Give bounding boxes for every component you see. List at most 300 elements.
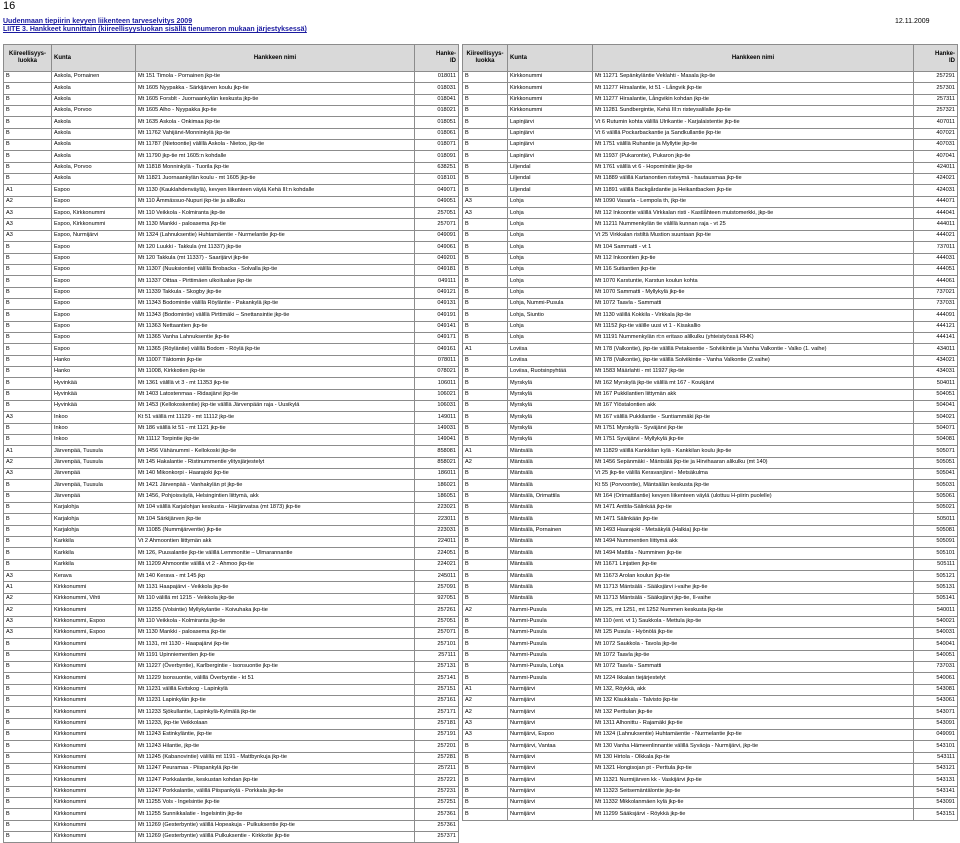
project-name-cell: Mt 112 Inkoontie välillä Virkkalan risti - Kastlåhteen muistomerkki, jkp-tie	[593, 208, 914, 219]
urgency-class-cell: B	[463, 378, 508, 389]
table-row	[4, 571, 459, 582]
project-id-cell: 257131	[415, 661, 459, 672]
project-name-cell: Mt 167 Pukkilantien liittymän akk	[593, 389, 914, 400]
urgency-class-cell: B	[4, 321, 52, 332]
project-id-cell: 407031	[914, 140, 958, 151]
municipality-cell: Mäntsälä, Pornainen	[508, 525, 593, 536]
municipality-cell: Lapinjärvi	[508, 128, 593, 139]
table-row	[4, 162, 459, 173]
urgency-class-cell: A3	[4, 627, 52, 638]
urgency-class-cell: B	[463, 242, 508, 253]
project-name-cell: Mt 11343 Bodomintie välillä Röyläntie - Pakankylä jkp-tie	[136, 298, 415, 309]
municipality-cell: Karkkila	[52, 548, 136, 559]
project-id-cell: 149011	[415, 412, 459, 423]
municipality-cell: Kirkkonummi	[52, 798, 136, 809]
urgency-class-cell: B	[4, 94, 52, 105]
project-name-cell: Mt 1493 Haarajoki - Metsäkylä (Halkia) jkp-tie	[593, 525, 914, 536]
project-id-cell: 018041	[415, 94, 459, 105]
urgency-class-cell: B	[4, 763, 52, 774]
municipality-cell: Mäntsälä	[508, 559, 593, 570]
municipality-cell: Askola	[52, 174, 136, 185]
table-row	[4, 298, 459, 309]
urgency-class-cell: B	[463, 435, 508, 446]
project-name-cell: Mt 11255 (Volsintie) Myllykylantie - Koivuhaka jkp-tie	[136, 605, 415, 616]
table-row	[4, 321, 459, 332]
project-name-cell: Vt 25 Virkkalan ristiltä Mustion suuntaan jkp-tie	[593, 230, 914, 241]
project-id-cell: 049161	[415, 344, 459, 355]
project-id-cell: 257311	[914, 94, 958, 105]
project-name-cell: Mt 11231 välillä Evitskog - Lapinkylä	[136, 684, 415, 695]
project-id-cell: 049171	[415, 332, 459, 343]
table-row	[463, 446, 958, 457]
project-name-cell: Mt 110 välillä mt 1215 - Veikkola jkp-tie	[136, 593, 415, 604]
project-id-cell: 444031	[914, 253, 958, 264]
project-name-cell: Mt 11271 Sepänkyläntie Veklahti - Masala jkp-tie	[593, 72, 914, 83]
project-id-cell: 505081	[914, 525, 958, 536]
urgency-class-cell: B	[4, 661, 52, 672]
municipality-cell: Hanko	[52, 366, 136, 377]
table-row	[4, 627, 459, 638]
project-id-cell: 049091	[914, 729, 958, 740]
project-name-cell: Mt 1583 Määrlahti - mt 11927 jkp-tie	[593, 366, 914, 377]
urgency-class-cell: A1	[4, 446, 52, 457]
municipality-cell: Espoo	[52, 242, 136, 253]
table-row	[463, 775, 958, 786]
municipality-cell: Kirkkonummi	[52, 582, 136, 593]
urgency-class-cell: A2	[463, 457, 508, 468]
urgency-class-cell: B	[4, 741, 52, 752]
municipality-cell: Lapinjärvi	[508, 117, 593, 128]
table-row	[463, 276, 958, 287]
table-row	[463, 809, 958, 820]
urgency-class-cell: B	[4, 276, 52, 287]
table-row	[4, 287, 459, 298]
project-name-cell: Mt 11227 (Överbyntie), Karlbergintie - Isonsuontie jkp-tie	[136, 661, 415, 672]
table-row	[463, 196, 958, 207]
project-name-cell: Mt 11007 Täktomin jkp-tie	[136, 355, 415, 366]
project-id-cell: 223031	[415, 525, 459, 536]
project-name-cell: Vt 6 Rutumin kohta välillä Ulrikantie - Karjalaistentie jkp-tie	[593, 117, 914, 128]
municipality-cell: Nurmijärvi	[508, 786, 593, 797]
table-row	[4, 117, 459, 128]
urgency-class-cell: B	[4, 389, 52, 400]
project-name-cell: Mt 104 Särkijärven jkp-tie	[136, 514, 415, 525]
urgency-class-cell: B	[463, 559, 508, 570]
urgency-class-cell: B	[463, 253, 508, 264]
project-name-cell: Mt 11211 Nummenkylän tie välillä kunnan raja - vt 25	[593, 219, 914, 230]
urgency-class-cell: A3	[4, 571, 52, 582]
table-header-row	[4, 45, 459, 72]
page-number: 16	[3, 0, 16, 12]
table-row	[463, 559, 958, 570]
table-row	[463, 310, 958, 321]
municipality-cell: Nummi-Pusula	[508, 605, 593, 616]
document-subtitle: LIITE 3. Hankkeet kunnittain (kiireellisyysluokan sisällä tienumeron mukaan järjestyksessä)	[3, 26, 307, 33]
project-id-cell: 049121	[415, 287, 459, 298]
project-id-cell: 257201	[415, 741, 459, 752]
urgency-class-cell: B	[4, 695, 52, 706]
project-id-cell: 444021	[914, 230, 958, 241]
urgency-class-cell: B	[463, 809, 508, 820]
project-name-cell: Mt 1072 Taavla - Sammatti	[593, 661, 914, 672]
urgency-class-cell: B	[463, 83, 508, 94]
municipality-cell: Nummi-Pusula	[508, 616, 593, 627]
project-id-cell: 540061	[914, 673, 958, 684]
project-name-cell: Mt 126, Puusalantie jkp-tie välillä Lemmonitie – Ulmarannantie	[136, 548, 415, 559]
urgency-class-cell: B	[463, 491, 508, 502]
project-name-cell: Mt 1072 Taavla jkp-tie	[593, 650, 914, 661]
municipality-cell: Lohja	[508, 242, 593, 253]
urgency-class-cell: B	[4, 503, 52, 514]
urgency-class-cell: B	[4, 548, 52, 559]
urgency-class-cell: B	[4, 287, 52, 298]
municipality-cell: Kirkkonummi, Vihti	[52, 593, 136, 604]
table-row	[4, 344, 459, 355]
urgency-class-cell: B	[463, 355, 508, 366]
table-row	[463, 593, 958, 604]
project-id-cell: 257251	[415, 798, 459, 809]
municipality-cell: Kirkkonummi	[52, 673, 136, 684]
municipality-cell: Lohja, Siuntio	[508, 310, 593, 321]
municipality-cell: Loviisa, Ruotsinpyhtää	[508, 366, 593, 377]
project-name-cell: Mt 11891 välillä Backgårdantie ja Heikantbacken jkp-tie	[593, 185, 914, 196]
urgency-class-cell: B	[463, 264, 508, 275]
project-id-cell: 224011	[415, 537, 459, 548]
project-name-cell: Mt 1131 Haapajärvi - Veikkola jkp-tie	[136, 582, 415, 593]
municipality-cell: Myrskylä	[508, 423, 593, 434]
municipality-cell: Askola, Porvoo	[52, 162, 136, 173]
municipality-cell: Kirkkonummi, Espoo	[52, 616, 136, 627]
project-id-cell: 018051	[415, 117, 459, 128]
project-name-cell: Mt 11247 Porkkalantie, keskustan kohdan jkp-tie	[136, 775, 415, 786]
project-id-cell: 049181	[415, 264, 459, 275]
project-id-cell: 927051	[415, 593, 459, 604]
municipality-cell: Askola	[52, 140, 136, 151]
municipality-cell: Lapinjärvi	[508, 151, 593, 162]
table-row	[463, 616, 958, 627]
municipality-cell: Kirkkonummi	[52, 707, 136, 718]
urgency-class-cell: B	[4, 650, 52, 661]
project-name-cell: Mt 1635 Askola - Onkimaa jkp-tie	[136, 117, 415, 128]
table-row	[4, 140, 459, 151]
table-row	[4, 695, 459, 706]
municipality-cell: Lohja	[508, 253, 593, 264]
municipality-cell: Kirkkonummi	[52, 650, 136, 661]
project-name-cell: Mt 11281 Sundbergintie, Kehä III:n risteysalilalle jkp-tie	[593, 106, 914, 117]
project-id-cell: 434031	[914, 366, 958, 377]
project-id-cell: 737021	[914, 287, 958, 298]
project-name-cell: Mt 11299 Sääksjärvi - Röykkä jkp-tie	[593, 809, 914, 820]
project-name-cell: Mt 11671 Linjatien jkp-tie	[593, 559, 914, 570]
municipality-cell: Nurmijärvi	[508, 798, 593, 809]
project-name-cell: Mt 1456, Pohjoisväylä, Helsingintien liittymä, akk	[136, 491, 415, 502]
table-row	[4, 616, 459, 627]
table-row	[4, 230, 459, 241]
project-name-cell: Mt 1324 (Lahnuksentie) Huhtamäentie - Nurmelantie jkp-tie	[593, 729, 914, 740]
municipality-cell: Nummi-Pusula	[508, 650, 593, 661]
project-id-cell: 224021	[415, 559, 459, 570]
table-row	[4, 469, 459, 480]
municipality-cell: Nurmijärvi	[508, 763, 593, 774]
header-project-id: Hanke- ID	[415, 45, 459, 72]
table-row	[4, 503, 459, 514]
table-row	[4, 480, 459, 491]
project-name-cell: Mt 11323 Seitsemäntälontie jkp-tie	[593, 786, 914, 797]
project-id-cell: 543141	[914, 786, 958, 797]
municipality-cell: Nummi-Pusula	[508, 639, 593, 650]
municipality-cell: Hyvinkää	[52, 378, 136, 389]
project-id-cell: 149041	[415, 435, 459, 446]
urgency-class-cell: B	[463, 798, 508, 809]
project-name-cell: Mt 11191 Nummenkylän rt:n eritaso alilkulku (yhteistyössä RHK)	[593, 332, 914, 343]
urgency-class-cell: B	[4, 140, 52, 151]
municipality-cell: Espoo	[52, 332, 136, 343]
project-name-cell: Mt 162 Myrskylä jkp-tie välillä mt 167 - Koukjärvi	[593, 378, 914, 389]
project-name-cell: Mt 120 Takkula (mt 11337) - Saarijärvi jkp-tie	[136, 253, 415, 264]
project-id-cell: 049201	[415, 253, 459, 264]
municipality-cell: Mäntsälä	[508, 480, 593, 491]
project-id-cell: 018021	[415, 106, 459, 117]
project-name-cell: Mt 11233 Sjökullantie, Lapinkylä-Kylmälä jkp-tie	[136, 707, 415, 718]
table-row	[463, 695, 958, 706]
urgency-class-cell: B	[463, 298, 508, 309]
project-name-cell: Mt 178 (Valkontie), jkp-tie välillä Petaksentie - Solviikintie ja Vanha Valkontie - Valko (1. vaihe)	[593, 344, 914, 355]
project-id-cell: 257361	[415, 809, 459, 820]
urgency-class-cell: B	[463, 627, 508, 638]
municipality-cell: Järvenpää, Tuusula	[52, 457, 136, 468]
table-row	[463, 140, 958, 151]
project-name-cell: Mt 11008, Kirkkotien jkp-tie	[136, 366, 415, 377]
municipality-cell: Espoo, Kirkkonummi	[52, 219, 136, 230]
urgency-class-cell: A2	[463, 605, 508, 616]
table-row	[4, 752, 459, 763]
table-row	[4, 729, 459, 740]
table-row	[463, 344, 958, 355]
project-id-cell: 186011	[415, 469, 459, 480]
project-name-cell: Vt 2 Ahmoontien liittymän akk	[136, 537, 415, 548]
urgency-class-cell: B	[4, 242, 52, 253]
project-id-cell: 049131	[415, 298, 459, 309]
urgency-class-cell: B	[463, 593, 508, 604]
table-row	[463, 514, 958, 525]
project-id-cell: 424031	[914, 185, 958, 196]
municipality-cell: Lohja	[508, 287, 593, 298]
table-row	[463, 242, 958, 253]
table-row	[463, 389, 958, 400]
urgency-class-cell: B	[463, 548, 508, 559]
table-row	[4, 775, 459, 786]
project-id-cell: 018061	[415, 128, 459, 139]
project-name-cell: Mt 140 Mikonkorpi - Haarajoki jkp-tie	[136, 469, 415, 480]
project-name-cell: Vt 6 välillä Pockarbackantie ja Sandkullantie jkp-tie	[593, 128, 914, 139]
table-row	[463, 729, 958, 740]
project-name-cell: Mt 110 Veikkola - Kolmiranta jkp-tie	[136, 208, 415, 219]
urgency-class-cell: B	[4, 117, 52, 128]
project-name-cell: Mt 11339 Takkula - Skogby jkp-tie	[136, 287, 415, 298]
municipality-cell: Karjalohja	[52, 525, 136, 536]
municipality-cell: Nurmijärvi	[508, 684, 593, 695]
table-row	[4, 128, 459, 139]
document-date: 12.11.2009	[895, 18, 930, 25]
project-name-cell: Mt 1605 Forsblt - Juornaankylän keskusta jkp-tie	[136, 94, 415, 105]
table-row	[4, 446, 459, 457]
table-row	[463, 94, 958, 105]
urgency-class-cell: A2	[463, 695, 508, 706]
project-name-cell: Mt 11818 Monninkylä - Tuorila jkp-tie	[136, 162, 415, 173]
municipality-cell: Hyvinkää	[52, 389, 136, 400]
project-id-cell: 257141	[415, 673, 459, 684]
municipality-cell: Mäntsälä	[508, 446, 593, 457]
urgency-class-cell: B	[4, 514, 52, 525]
table-row	[4, 582, 459, 593]
project-name-cell: Mt 1421 Järvenpää - Vanhakylän pt jkp-tie	[136, 480, 415, 491]
project-id-cell: 106021	[415, 389, 459, 400]
project-id-cell: 543111	[914, 752, 958, 763]
project-name-cell: Mt 1072 Taavla - Sammatti	[593, 298, 914, 309]
table-row	[463, 469, 958, 480]
table-row	[4, 707, 459, 718]
project-name-cell: Mt 11243 Estinkyläntie, jkp-tie	[136, 729, 415, 740]
table-row	[463, 707, 958, 718]
project-name-cell: Mt 11209 Ahmoontie välillä vt 2 - Ahmoo jkp-tie	[136, 559, 415, 570]
table-row	[4, 548, 459, 559]
urgency-class-cell: B	[463, 151, 508, 162]
project-id-cell: 504041	[914, 400, 958, 411]
project-id-cell: 257181	[415, 718, 459, 729]
table-row	[4, 332, 459, 343]
project-name-cell: Mt 132 Klaukkala - Talvisto jkp-tie	[593, 695, 914, 706]
table-row	[4, 94, 459, 105]
municipality-cell: Espoo	[52, 321, 136, 332]
table-row	[463, 83, 958, 94]
project-id-cell: 018011	[415, 72, 459, 83]
project-id-cell: 245011	[415, 571, 459, 582]
project-id-cell: 257231	[415, 786, 459, 797]
municipality-cell: Hanko	[52, 355, 136, 366]
municipality-cell: Espoo	[52, 310, 136, 321]
project-id-cell: 049071	[415, 185, 459, 196]
urgency-class-cell: B	[463, 616, 508, 627]
project-name-cell: Mt 11255 Sunnikkalatie - Ingelsintin jkp-tie	[136, 809, 415, 820]
table-row	[4, 798, 459, 809]
municipality-cell: Kirkkonummi	[52, 695, 136, 706]
municipality-cell: Mäntsälä	[508, 548, 593, 559]
urgency-class-cell: B	[463, 400, 508, 411]
project-id-cell: 543091	[914, 798, 958, 809]
urgency-class-cell: B	[4, 106, 52, 117]
municipality-cell: Karjalohja	[52, 514, 136, 525]
project-name-cell: Mt 11713 Mäntsälä - Sääksjärvi jkp-tie, II-vaihe	[593, 593, 914, 604]
table-row	[4, 389, 459, 400]
project-name-cell: Mt 11762 Vahijärvi-Monninkylä jkp-tie	[136, 128, 415, 139]
project-name-cell: Mt 1191 Upinniementien jkp-tie	[136, 650, 415, 661]
municipality-cell: Kirkkonummi	[52, 741, 136, 752]
table-row	[4, 491, 459, 502]
table-row	[4, 423, 459, 434]
municipality-cell: Kirkkonummi	[52, 820, 136, 831]
project-name-cell: Kt 55 (Porvoontie), Mäntsälän keskusta jkp-tie	[593, 480, 914, 491]
urgency-class-cell: B	[463, 332, 508, 343]
table-row	[4, 378, 459, 389]
urgency-class-cell: A3	[463, 729, 508, 740]
project-name-cell: Mt 1130 Mankki - paloasema jkp-tie	[136, 219, 415, 230]
project-id-cell: 505061	[914, 491, 958, 502]
table-row	[463, 321, 958, 332]
table-row	[463, 253, 958, 264]
project-id-cell: 737031	[914, 661, 958, 672]
urgency-class-cell: B	[463, 571, 508, 582]
municipality-cell: Kirkkonummi	[52, 809, 136, 820]
urgency-class-cell: B	[463, 276, 508, 287]
project-name-cell: Mt 11112 Torpintie jkp-tie	[136, 435, 415, 446]
municipality-cell: Askola	[52, 94, 136, 105]
urgency-class-cell: B	[4, 83, 52, 94]
project-name-cell: Mt 140 Kerava - mt 145 jkp	[136, 571, 415, 582]
table-row	[463, 525, 958, 536]
project-id-cell: 257221	[415, 775, 459, 786]
municipality-cell: Mäntsälä, Orimattila	[508, 491, 593, 502]
table-row	[4, 605, 459, 616]
municipality-cell: Nummi-Pusula	[508, 673, 593, 684]
table-row	[463, 650, 958, 661]
municipality-cell: Lohja	[508, 321, 593, 332]
urgency-class-cell: B	[4, 174, 52, 185]
table-row	[463, 741, 958, 752]
project-name-cell: Mt 130 Hirtola - Olkkala jkp-tie	[593, 752, 914, 763]
project-id-cell: 407041	[914, 151, 958, 162]
urgency-class-cell: A2	[4, 605, 52, 616]
project-name-cell: Mt 11365 Vanha Lahnuksentie jkp-tie	[136, 332, 415, 343]
municipality-cell: Lapinjärvi	[508, 140, 593, 151]
project-name-cell: Mt 11269 (Gesterbyntie) välillä Hopeakuja - Pulkuksentie jkp-tie	[136, 820, 415, 831]
project-id-cell: 540041	[914, 639, 958, 650]
project-name-cell: Mt 1130 välillä Kokkila - Virkkala jkp-tie	[593, 310, 914, 321]
table-row	[4, 151, 459, 162]
project-id-cell: 504011	[914, 378, 958, 389]
project-id-cell: 257171	[415, 707, 459, 718]
project-id-cell: 737011	[914, 242, 958, 253]
urgency-class-cell: B	[4, 423, 52, 434]
urgency-class-cell: A2	[4, 196, 52, 207]
urgency-class-cell: B	[463, 741, 508, 752]
project-name-cell: Mt 11790 jkp-tie mt 1605:n kohdalle	[136, 151, 415, 162]
urgency-class-cell: A2	[4, 593, 52, 604]
municipality-cell: Espoo, Kirkkonummi	[52, 208, 136, 219]
project-id-cell: 257051	[415, 208, 459, 219]
project-id-cell: 505141	[914, 593, 958, 604]
project-id-cell: 540021	[914, 616, 958, 627]
project-name-cell: Mt 11269 (Gesterbyntie) välillä Pulkuksentie - Kirkkotie jkp-tie	[136, 832, 415, 843]
table-row	[4, 763, 459, 774]
municipality-cell: Kirkkonummi	[52, 605, 136, 616]
project-id-cell: 106031	[415, 400, 459, 411]
table-row	[4, 366, 459, 377]
project-name-cell: Mt 11085 (Nummijärventie) jkp-tie	[136, 525, 415, 536]
project-name-cell: Mt 1471 Anttila-Sälinkää jkp-tie	[593, 503, 914, 514]
project-id-cell: 049111	[415, 276, 459, 287]
municipality-cell: Lohja	[508, 208, 593, 219]
table-row	[463, 457, 958, 468]
municipality-cell: Järvenpää	[52, 469, 136, 480]
table-row	[4, 514, 459, 525]
municipality-cell: Myrskylä	[508, 435, 593, 446]
table-row	[463, 208, 958, 219]
table-row	[4, 276, 459, 287]
urgency-class-cell: B	[463, 128, 508, 139]
project-id-cell: 424011	[914, 162, 958, 173]
urgency-class-cell: B	[4, 729, 52, 740]
table-row	[4, 650, 459, 661]
